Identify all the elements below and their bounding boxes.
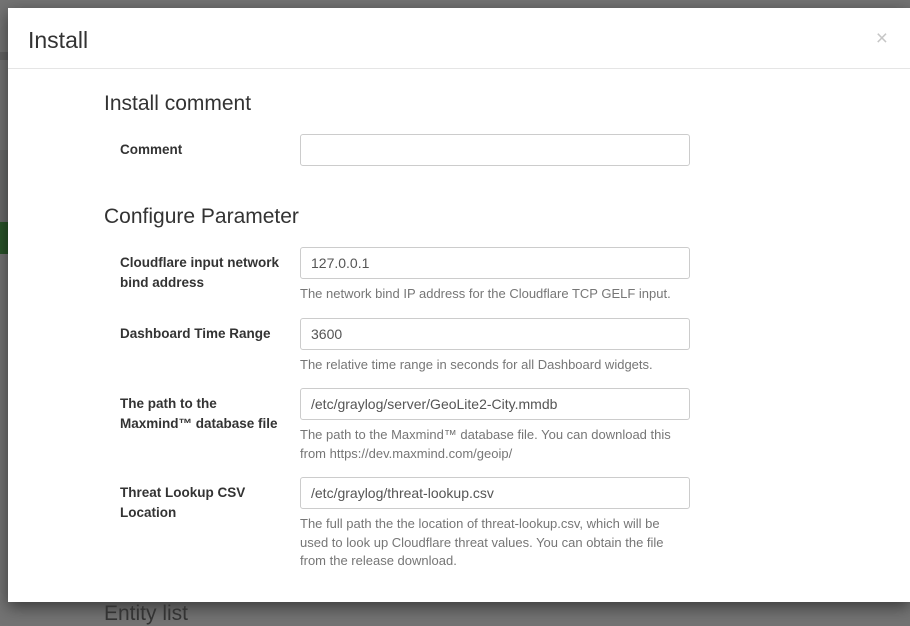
install-modal xyxy=(8,8,910,625)
form-row-dashboard-time-range xyxy=(28,318,890,374)
label-dashboard-time-range: Dashboard Time Range xyxy=(120,325,271,341)
section-title-entity-list: Entity list xyxy=(104,601,189,625)
help-dashboard-time-range: The relative time range in seconds for all Dashboard widgets. xyxy=(300,356,653,372)
maxmind-path-input[interactable] xyxy=(300,388,690,420)
close-icon[interactable]: × xyxy=(870,26,894,51)
field-wrap-dashboard-time-range xyxy=(300,318,690,374)
section-title-install-comment: Install comment xyxy=(104,92,252,115)
field-wrap-maxmind-path xyxy=(300,388,690,463)
modal-header xyxy=(8,8,910,69)
threat-lookup-csv-input[interactable] xyxy=(300,477,690,509)
label-cloudflare-bind: Cloudflare input network bind address xyxy=(120,255,280,290)
comment-input[interactable] xyxy=(300,134,690,166)
field-wrap-cloudflare-bind xyxy=(300,247,690,303)
label-comment: Comment xyxy=(120,142,183,158)
help-cloudflare-bind: The network bind IP address for the Cloudflare TCP GELF input. xyxy=(300,286,671,302)
form-row-cloudflare-bind xyxy=(28,247,890,303)
page-title: Install xyxy=(28,27,89,53)
section-title-configure-parameter: Configure Parameter xyxy=(104,205,299,229)
label-maxmind-path: The path to the Maxmind™ database file xyxy=(120,396,278,431)
field-wrap-threat-lookup-csv xyxy=(300,477,690,570)
help-threat-lookup-csv: The full path the the location of threat-lookup.csv, which will be used to look up Cloudflare threat values. You can obtain the file from the release download. xyxy=(300,516,664,569)
help-maxmind-path: The path to the Maxmind™ database file. You can download this from https://dev.maxmind.com/geoip/ xyxy=(300,427,671,461)
form-row-comment xyxy=(28,134,890,174)
dashboard-time-range-input[interactable] xyxy=(300,318,690,350)
modal-body xyxy=(8,69,910,625)
form-row-maxmind-path xyxy=(28,388,890,463)
form-row-threat-lookup-csv xyxy=(28,477,890,570)
cloudflare-bind-input[interactable] xyxy=(300,247,690,279)
label-threat-lookup-csv: Threat Lookup CSV Location xyxy=(120,485,246,520)
field-wrap-comment xyxy=(300,134,690,166)
